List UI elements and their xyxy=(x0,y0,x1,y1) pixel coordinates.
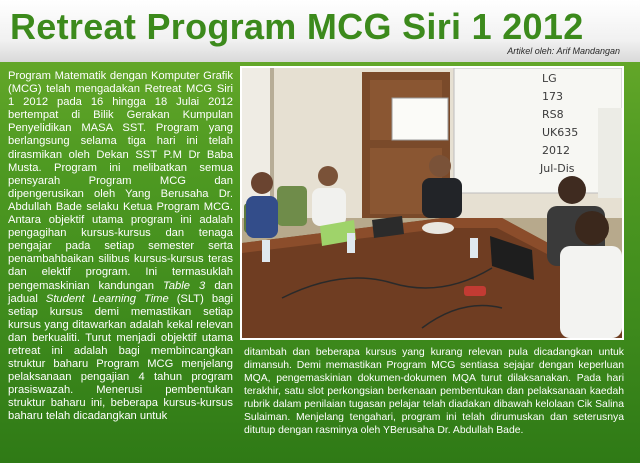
title-band xyxy=(0,0,640,62)
body-emphasis-slt: Student Learning Time xyxy=(45,292,169,305)
body-text-part-2: dan jadual xyxy=(8,279,234,305)
article-title: Retreat Program MCG Siri 1 2012 xyxy=(10,6,584,47)
whiteboard-line-5: 2012 xyxy=(542,144,570,157)
body-text-part-1: Program Matematik dengan Komputer Grafik (MCG) telah mengadakan Retreat MCG Siri 1 2012 pada 16 hingga 18 Julai 2012 bertempat di Bilik Gerakan Kumpulan Penyelidikan MASA SST. Program yang berlangsung selama tiga hari ini telah dirasmikan oleh Dekan SST P.M Dr Baba Musta. Program ini melibatkan semua pensyarah Program MCG dan dipengerusikan oleh Yang Berusaha Dr. Abdullah Bade selaku Ketua Program MCG. Antara objektif utama program ini adalah pengagihan kursus-kursus dan tenaga pengajar pada setiap semester serta penambahbaikan silibus kursus-kursus teras dan elektif program. Ini termasuklah pengemaskinian kandungan xyxy=(8,70,233,292)
meeting-photo xyxy=(240,66,624,340)
whiteboard-line-6: Jul-Dis xyxy=(540,162,575,175)
body-text-part-3: (SLT) bagi setiap kursus demi memastikan setiap kursus yang ditawarkan adalah kekal relevan dan berkualiti. Turut menjadi objektif utama retreat ini adalah bagi membincangkan struktur baharu Program MCG menjelang pelaksanaan pengajian 4 tahun program prasiswazah. Menerusi pembentukan struktur baharu ini, beberapa kursus-kursus baharu telah dicadangkan untuk xyxy=(8,292,233,423)
whiteboard-line-1: LG xyxy=(542,72,557,85)
article-body-bottom-column: ditambah dan beberapa kursus yang kurang relevan pula dicadangkan untuk dimansuh. Demi memastikan Program MCG sentiasa sejajar dengan keperluan MQA, pengemaskinian dokumen-dokumen MQA turut dilaksanakan. Pada hari terakhir, satu slot perkongsian berkenaan pembentukan dan pelaksanaan kaedah rubrik dalam penilaian tugasan pelajar telah diadakan dibawah kelolaan Cik Salina Sulaiman. Menjelang tengahari, program ini telah dirumuskan dan seterusnya ditutup dengan rasminya oleh YBerusaha Dr. Abdullah Bade. xyxy=(244,347,624,436)
body-emphasis-table-3: Table 3 xyxy=(163,279,206,292)
article-body-left-column xyxy=(8,70,233,424)
whiteboard-line-4: UK635 xyxy=(542,126,579,139)
whiteboard-line-3: RS8 xyxy=(542,108,564,121)
whiteboard-line-2: 173 xyxy=(542,90,563,103)
article-byline: Artikel oleh: Arif Mandangan xyxy=(507,46,620,56)
